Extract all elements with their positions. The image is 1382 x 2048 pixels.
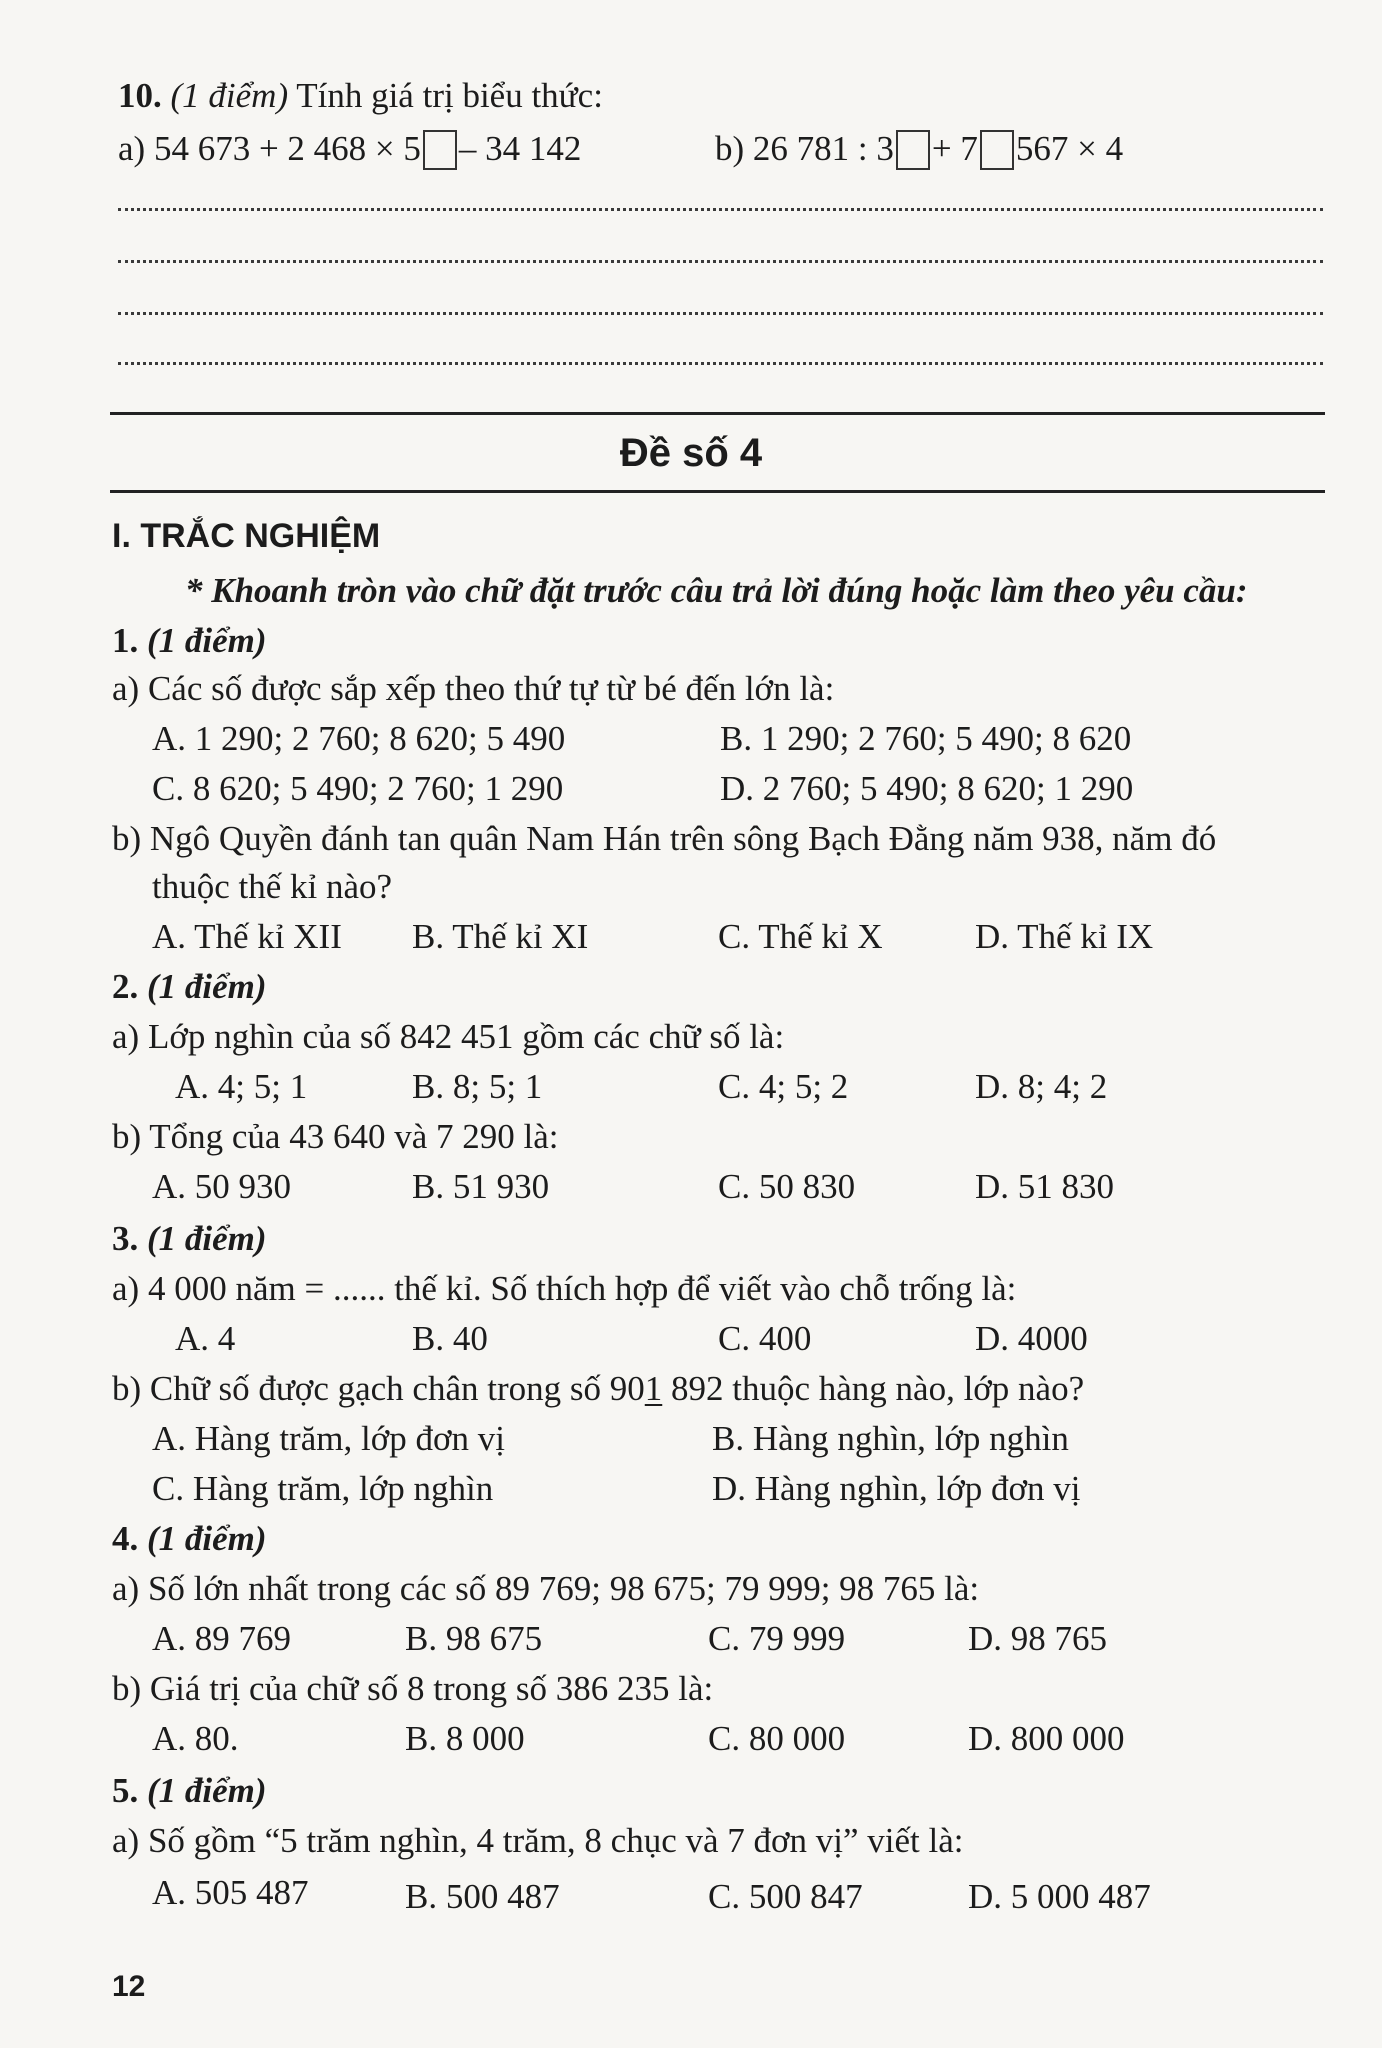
- q1b-text-2: thuộc thế kỉ nào?: [152, 867, 393, 906]
- q3b-option-c[interactable]: C. Hàng trăm, lớp nghìn: [152, 1469, 494, 1508]
- underlined-digit: 1: [644, 1369, 663, 1408]
- q1-points: (1 điểm): [147, 621, 267, 660]
- q5a-text: a) Số gồm “5 trăm nghìn, 4 trăm, 8 chục và 7 đơn vị” viết là:: [112, 1821, 964, 1860]
- blank-box[interactable]: [423, 130, 457, 170]
- answer-line[interactable]: [118, 260, 1323, 263]
- title-rule-bottom: [110, 490, 1325, 493]
- q3b-option-b[interactable]: B. Hàng nghìn, lớp nghìn: [712, 1419, 1069, 1458]
- q3b-option-a[interactable]: A. Hàng trăm, lớp đơn vị: [152, 1419, 505, 1458]
- q5-heading: [112, 1770, 267, 1812]
- q4b-text: b) Giá trị của chữ số 8 trong số 386 235 là:: [112, 1669, 714, 1708]
- q3a-option-a[interactable]: A. 4: [175, 1319, 236, 1358]
- q5a-option-a[interactable]: A. 505 487: [152, 1873, 309, 1912]
- q10-number: 10.: [118, 76, 162, 115]
- q1b-option-c[interactable]: C. Thế kỉ X: [718, 917, 883, 956]
- q10-b-prefix: b) 26 781 : 3: [715, 129, 894, 168]
- q1a-option-a[interactable]: A. 1 290; 2 760; 8 620; 5 490: [152, 719, 566, 758]
- q2-heading: [112, 966, 267, 1008]
- q1-heading: [112, 620, 267, 662]
- q4a-option-b[interactable]: B. 98 675: [405, 1619, 543, 1658]
- q4-points: (1 điểm): [147, 1519, 267, 1558]
- q2a-option-b[interactable]: B. 8; 5; 1: [412, 1067, 543, 1106]
- instruction: * Khoanh tròn vào chữ đặt trước câu trả lời đúng hoặc làm theo yêu cầu:: [185, 571, 1248, 610]
- q4b-option-b[interactable]: B. 8 000: [405, 1719, 525, 1758]
- q3b-option-d[interactable]: D. Hàng nghìn, lớp đơn vị: [712, 1469, 1081, 1508]
- q5a-option-b[interactable]: B. 500 487: [405, 1877, 560, 1916]
- q1a-text: a) Các số được sắp xếp theo thứ tự từ bé đến lớn là:: [112, 669, 835, 708]
- q10-b-middle: + 7: [931, 129, 978, 168]
- q4b-option-d[interactable]: D. 800 000: [968, 1719, 1125, 1758]
- q4a-option-d[interactable]: D. 98 765: [968, 1619, 1108, 1658]
- q2b-option-b[interactable]: B. 51 930: [412, 1167, 550, 1206]
- q2a-option-a[interactable]: A. 4; 5; 1: [175, 1067, 308, 1106]
- page-number: 12: [112, 1970, 146, 2003]
- q3a-option-d[interactable]: D. 4000: [975, 1319, 1088, 1358]
- q2b-option-a[interactable]: A. 50 930: [152, 1167, 292, 1206]
- q10-heading: [118, 75, 603, 117]
- answer-line[interactable]: [118, 362, 1323, 365]
- q4-heading: [112, 1518, 267, 1560]
- answer-line[interactable]: [118, 208, 1323, 211]
- q4a-option-a[interactable]: A. 89 769: [152, 1619, 292, 1658]
- q3-points: (1 điểm): [147, 1219, 267, 1258]
- blank-box[interactable]: [896, 130, 930, 170]
- q1-number: 1.: [112, 621, 139, 660]
- q2a-text: a) Lớp nghìn của số 842 451 gồm các chữ số là:: [112, 1017, 785, 1056]
- q5-number: 5.: [112, 1771, 139, 1810]
- q10-a-suffix: – 34 142: [458, 129, 582, 168]
- q1b-option-d[interactable]: D. Thế kỉ IX: [975, 917, 1154, 956]
- q4-number: 4.: [112, 1519, 139, 1558]
- q2a-option-c[interactable]: C. 4; 5; 2: [718, 1067, 849, 1106]
- q10-text: Tính giá trị biểu thức:: [296, 76, 603, 115]
- q1a-option-d[interactable]: D. 2 760; 5 490; 8 620; 1 290: [720, 769, 1134, 808]
- exam-title: Đề số 4: [619, 431, 763, 475]
- q10-points: (1 điểm): [170, 76, 289, 115]
- q10-expression-b: [715, 128, 1123, 172]
- q2b-option-c[interactable]: C. 50 830: [718, 1167, 856, 1206]
- q3b-text: [112, 1368, 1084, 1410]
- title-rule-top: [110, 412, 1325, 415]
- q5a-option-d[interactable]: D. 5 000 487: [968, 1877, 1151, 1916]
- section-heading: I. TRẮC NGHIỆM: [112, 517, 381, 555]
- q3a-option-c[interactable]: C. 400: [718, 1319, 812, 1358]
- q3a-option-b[interactable]: B. 40: [412, 1319, 488, 1358]
- q2a-option-d[interactable]: D. 8; 4; 2: [975, 1067, 1108, 1106]
- q4b-option-c[interactable]: C. 80 000: [708, 1719, 846, 1758]
- q2b-text: b) Tổng của 43 640 và 7 290 là:: [112, 1117, 559, 1156]
- q3b-text-post: 892 thuộc hàng nào, lớp nào?: [662, 1369, 1085, 1408]
- q1b-text-1: b) Ngô Quyền đánh tan quân Nam Hán trên sông Bạch Đằng năm 938, năm đó: [112, 819, 1217, 858]
- q2-points: (1 điểm): [147, 967, 267, 1006]
- q3b-text-pre: b) Chữ số được gạch chân trong số 90: [112, 1369, 645, 1408]
- q10-expression-a: [118, 128, 581, 172]
- q3-heading: [112, 1218, 267, 1260]
- q5-points: (1 điểm): [147, 1771, 267, 1810]
- q1a-option-c[interactable]: C. 8 620; 5 490; 2 760; 1 290: [152, 769, 564, 808]
- q1b-option-b[interactable]: B. Thế kỉ XI: [412, 917, 589, 956]
- answer-line[interactable]: [118, 312, 1323, 315]
- q3-number: 3.: [112, 1219, 139, 1258]
- q4a-text: a) Số lớn nhất trong các số 89 769; 98 675; 79 999; 98 765 là:: [112, 1569, 980, 1608]
- q2-number: 2.: [112, 967, 139, 1006]
- q3a-text: a) 4 000 năm = ...... thế kỉ. Số thích hợp để viết vào chỗ trống là:: [112, 1269, 1017, 1308]
- q4b-option-a[interactable]: A. 80.: [152, 1719, 239, 1758]
- q10-a-prefix: a) 54 673 + 2 468 × 5: [118, 129, 421, 168]
- q10-b-suffix: 567 × 4: [1015, 129, 1124, 168]
- q2b-option-d[interactable]: D. 51 830: [975, 1167, 1115, 1206]
- q5a-option-c[interactable]: C. 500 847: [708, 1877, 863, 1916]
- q1a-option-b[interactable]: B. 1 290; 2 760; 5 490; 8 620: [720, 719, 1132, 758]
- q1b-option-a[interactable]: A. Thế kỉ XII: [152, 917, 342, 956]
- q4a-option-c[interactable]: C. 79 999: [708, 1619, 846, 1658]
- blank-box[interactable]: [980, 130, 1014, 170]
